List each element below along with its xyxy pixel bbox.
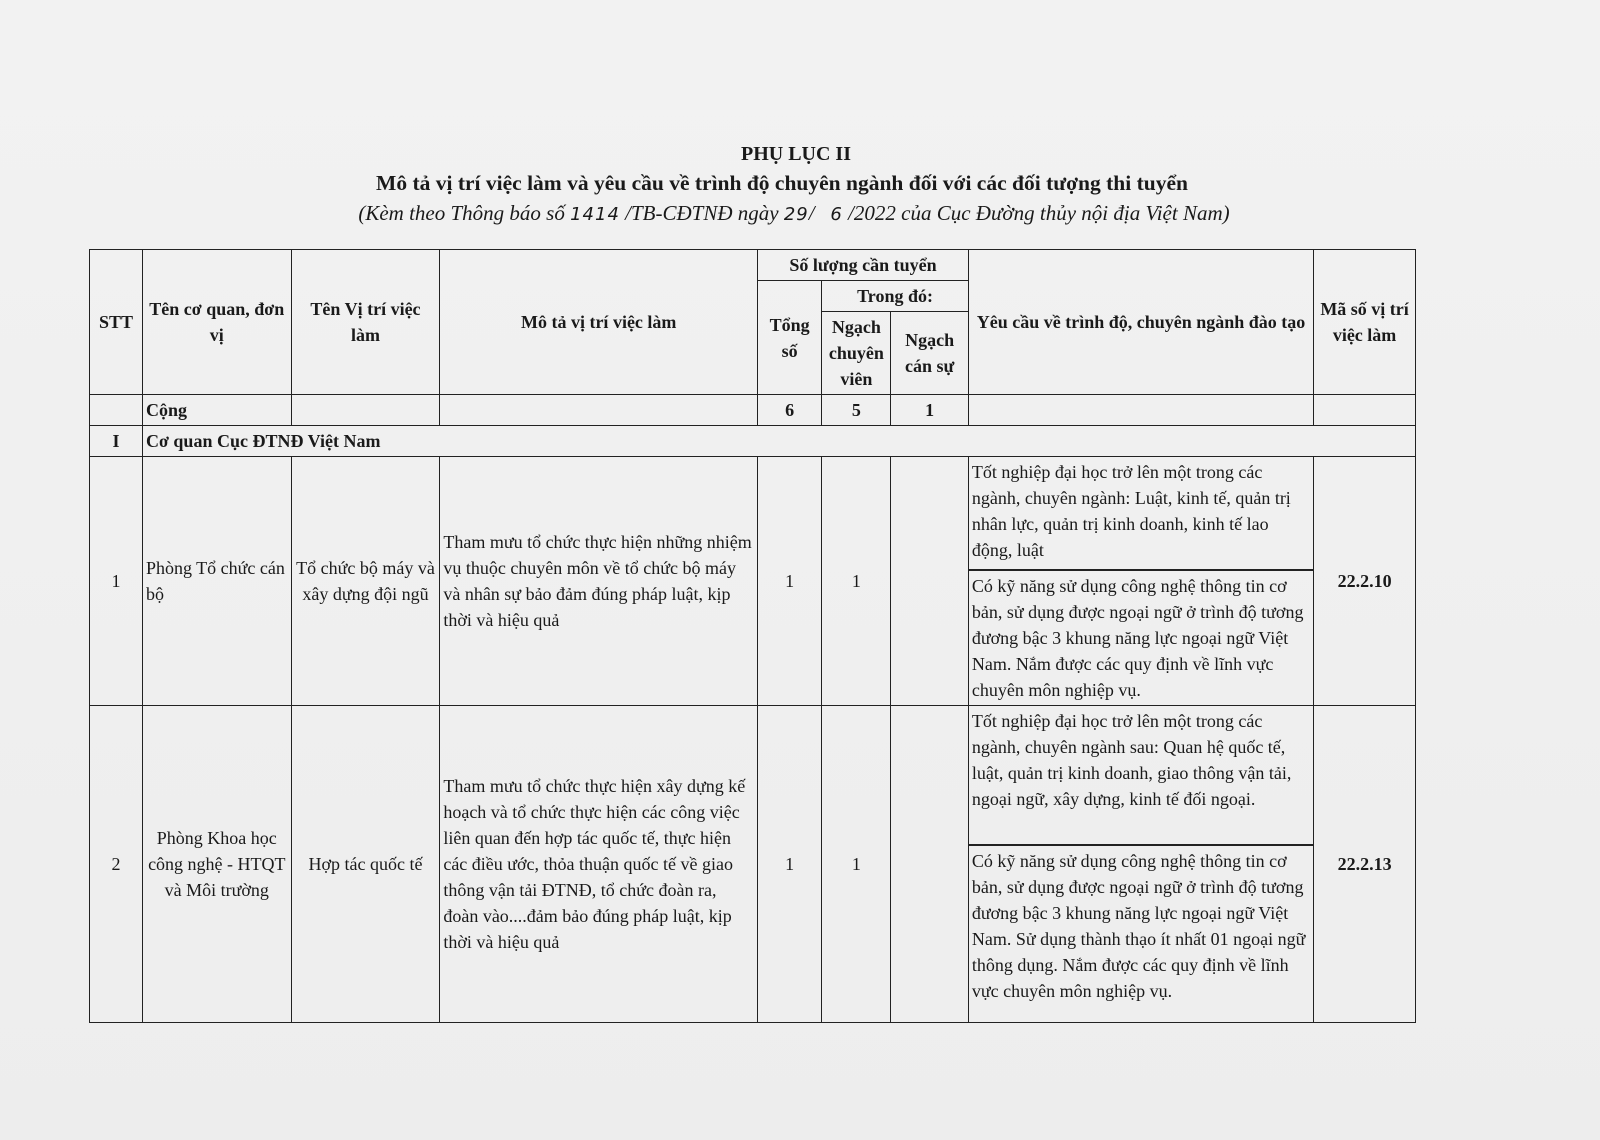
header-agency: Tên cơ quan, đơn vị <box>142 250 291 395</box>
row-requirements <box>968 457 1313 706</box>
row-position: Tổ chức bộ máy và xây dựng đội ngũ <box>291 457 440 706</box>
row-agency: Phòng Tổ chức cán bộ <box>142 457 291 706</box>
subtitle-middle: /TB-CĐTNĐ ngày <box>625 201 779 225</box>
subtitle-suffix: /2022 của Cục Đường thủy nội địa Việt Nam) <box>848 201 1230 225</box>
row-specialist: 1 <box>822 706 891 1023</box>
positions-table <box>89 249 1416 1023</box>
notice-day: 29 <box>783 204 809 225</box>
row-total: 1 <box>758 706 822 1023</box>
header-requirements: Yêu cầu về trình độ, chuyên ngành đào tạo <box>968 250 1313 395</box>
annex-label: PHỤ LỤC II <box>740 143 851 165</box>
total-empty-code <box>1314 395 1416 426</box>
document-subtitle <box>0 201 1594 226</box>
header-stt: STT <box>90 250 143 395</box>
row-code: 22.2.13 <box>1314 706 1416 1023</box>
header-quantity: Số lượng cần tuyển <box>758 250 969 281</box>
total-empty-position <box>291 395 440 426</box>
total-label: Cộng <box>142 395 291 426</box>
header-description: Mô tả vị trí việc làm <box>440 250 758 395</box>
date-separator: / <box>808 201 815 225</box>
total-officer: 1 <box>891 395 968 426</box>
row-total: 1 <box>758 457 822 706</box>
section-name: Cơ quan Cục ĐTNĐ Việt Nam <box>142 426 1415 457</box>
total-stt <box>90 395 143 426</box>
requirement-skills: Có kỹ năng sử dụng công nghệ thông tin cơ bản, sử dụng được ngoại ngữ ở trình độ tương đương bậc 3 khung năng lực ngoại ngữ Việt Nam. Sử dụng thành thạo ít nhất 01 ngoại ngữ thông dụng. Nắm được các quy định về lĩnh vực chuyên môn nghiệp vụ. <box>969 844 1313 1006</box>
notice-number: 1414 <box>570 204 620 225</box>
row-stt: 2 <box>90 706 143 1023</box>
row-position: Hợp tác quốc tế <box>291 706 440 1023</box>
section-index: I <box>90 426 143 457</box>
requirement-education: Tốt nghiệp đại học trở lên một trong các ngành, chuyên ngành sau: Quan hệ quốc tế, luật, quản trị kinh doanh, giao thông vận tải, ngoại ngữ, xây dựng, kinh tế đối ngoại. <box>971 711 1292 809</box>
row-agency: Phòng Khoa học công nghệ - HTQT và Môi trường <box>142 706 291 1023</box>
total-empty-description <box>440 395 758 426</box>
table-row <box>90 457 1416 706</box>
header-position: Tên Vị trí việc làm <box>291 250 440 395</box>
row-officer <box>891 706 968 1023</box>
notice-month: 6 <box>830 204 843 225</box>
header-officer: Ngạch cán sự <box>891 312 968 395</box>
requirement-skills: Có kỹ năng sử dụng công nghệ thông tin cơ bản, sử dụng được ngoại ngữ ở trình độ tương đương bậc 3 khung năng lực ngoại ngữ Việt Nam. Nắm được các quy định về lĩnh vực chuyên môn nghiệp vụ. <box>969 569 1313 705</box>
document-title: Mô tả vị trí việc làm và yêu cầu về trình độ chuyên ngành đối với các đối tượng thi tuyển <box>376 171 1188 195</box>
section-row <box>90 426 1416 457</box>
total-sum: 6 <box>758 395 822 426</box>
total-row <box>90 395 1416 426</box>
row-code: 22.2.10 <box>1314 457 1416 706</box>
requirement-education: Tốt nghiệp đại học trở lên một trong các ngành, chuyên ngành: Luật, kinh tế, quản trị nhân lực, quản trị kinh doanh, kinh tế lao động, luật <box>971 462 1291 560</box>
subtitle-prefix: (Kèm theo Thông báo số <box>358 201 565 225</box>
header-code: Mã số vị trí việc làm <box>1314 250 1416 395</box>
row-specialist: 1 <box>822 457 891 706</box>
table-row <box>90 706 1416 1023</box>
row-stt: 1 <box>90 457 143 706</box>
total-empty-requirements <box>968 395 1313 426</box>
row-description: Tham mưu tổ chức thực hiện xây dựng kế hoạch và tổ chức thực hiện các công việc liên quan đến hợp tác quốc tế, thực hiện các điều ước, thỏa thuận quốc tế về giao thông vận tải ĐTNĐ, tổ chức đoàn ra, đoàn vào....đảm bảo đúng pháp luật, kịp thời và hiệu quả <box>440 706 758 1023</box>
total-specialist: 5 <box>822 395 891 426</box>
row-requirements <box>968 706 1313 1023</box>
row-officer <box>891 457 968 706</box>
header-specialist: Ngạch chuyên viên <box>822 312 891 395</box>
header-of-which: Trong đó: <box>822 281 969 312</box>
header-total: Tổng số <box>758 281 822 395</box>
row-description: Tham mưu tổ chức thực hiện những nhiệm vụ thuộc chuyên môn về tổ chức bộ máy và nhân sự bảo đảm đúng pháp luật, kịp thời và hiệu quả <box>440 457 758 706</box>
